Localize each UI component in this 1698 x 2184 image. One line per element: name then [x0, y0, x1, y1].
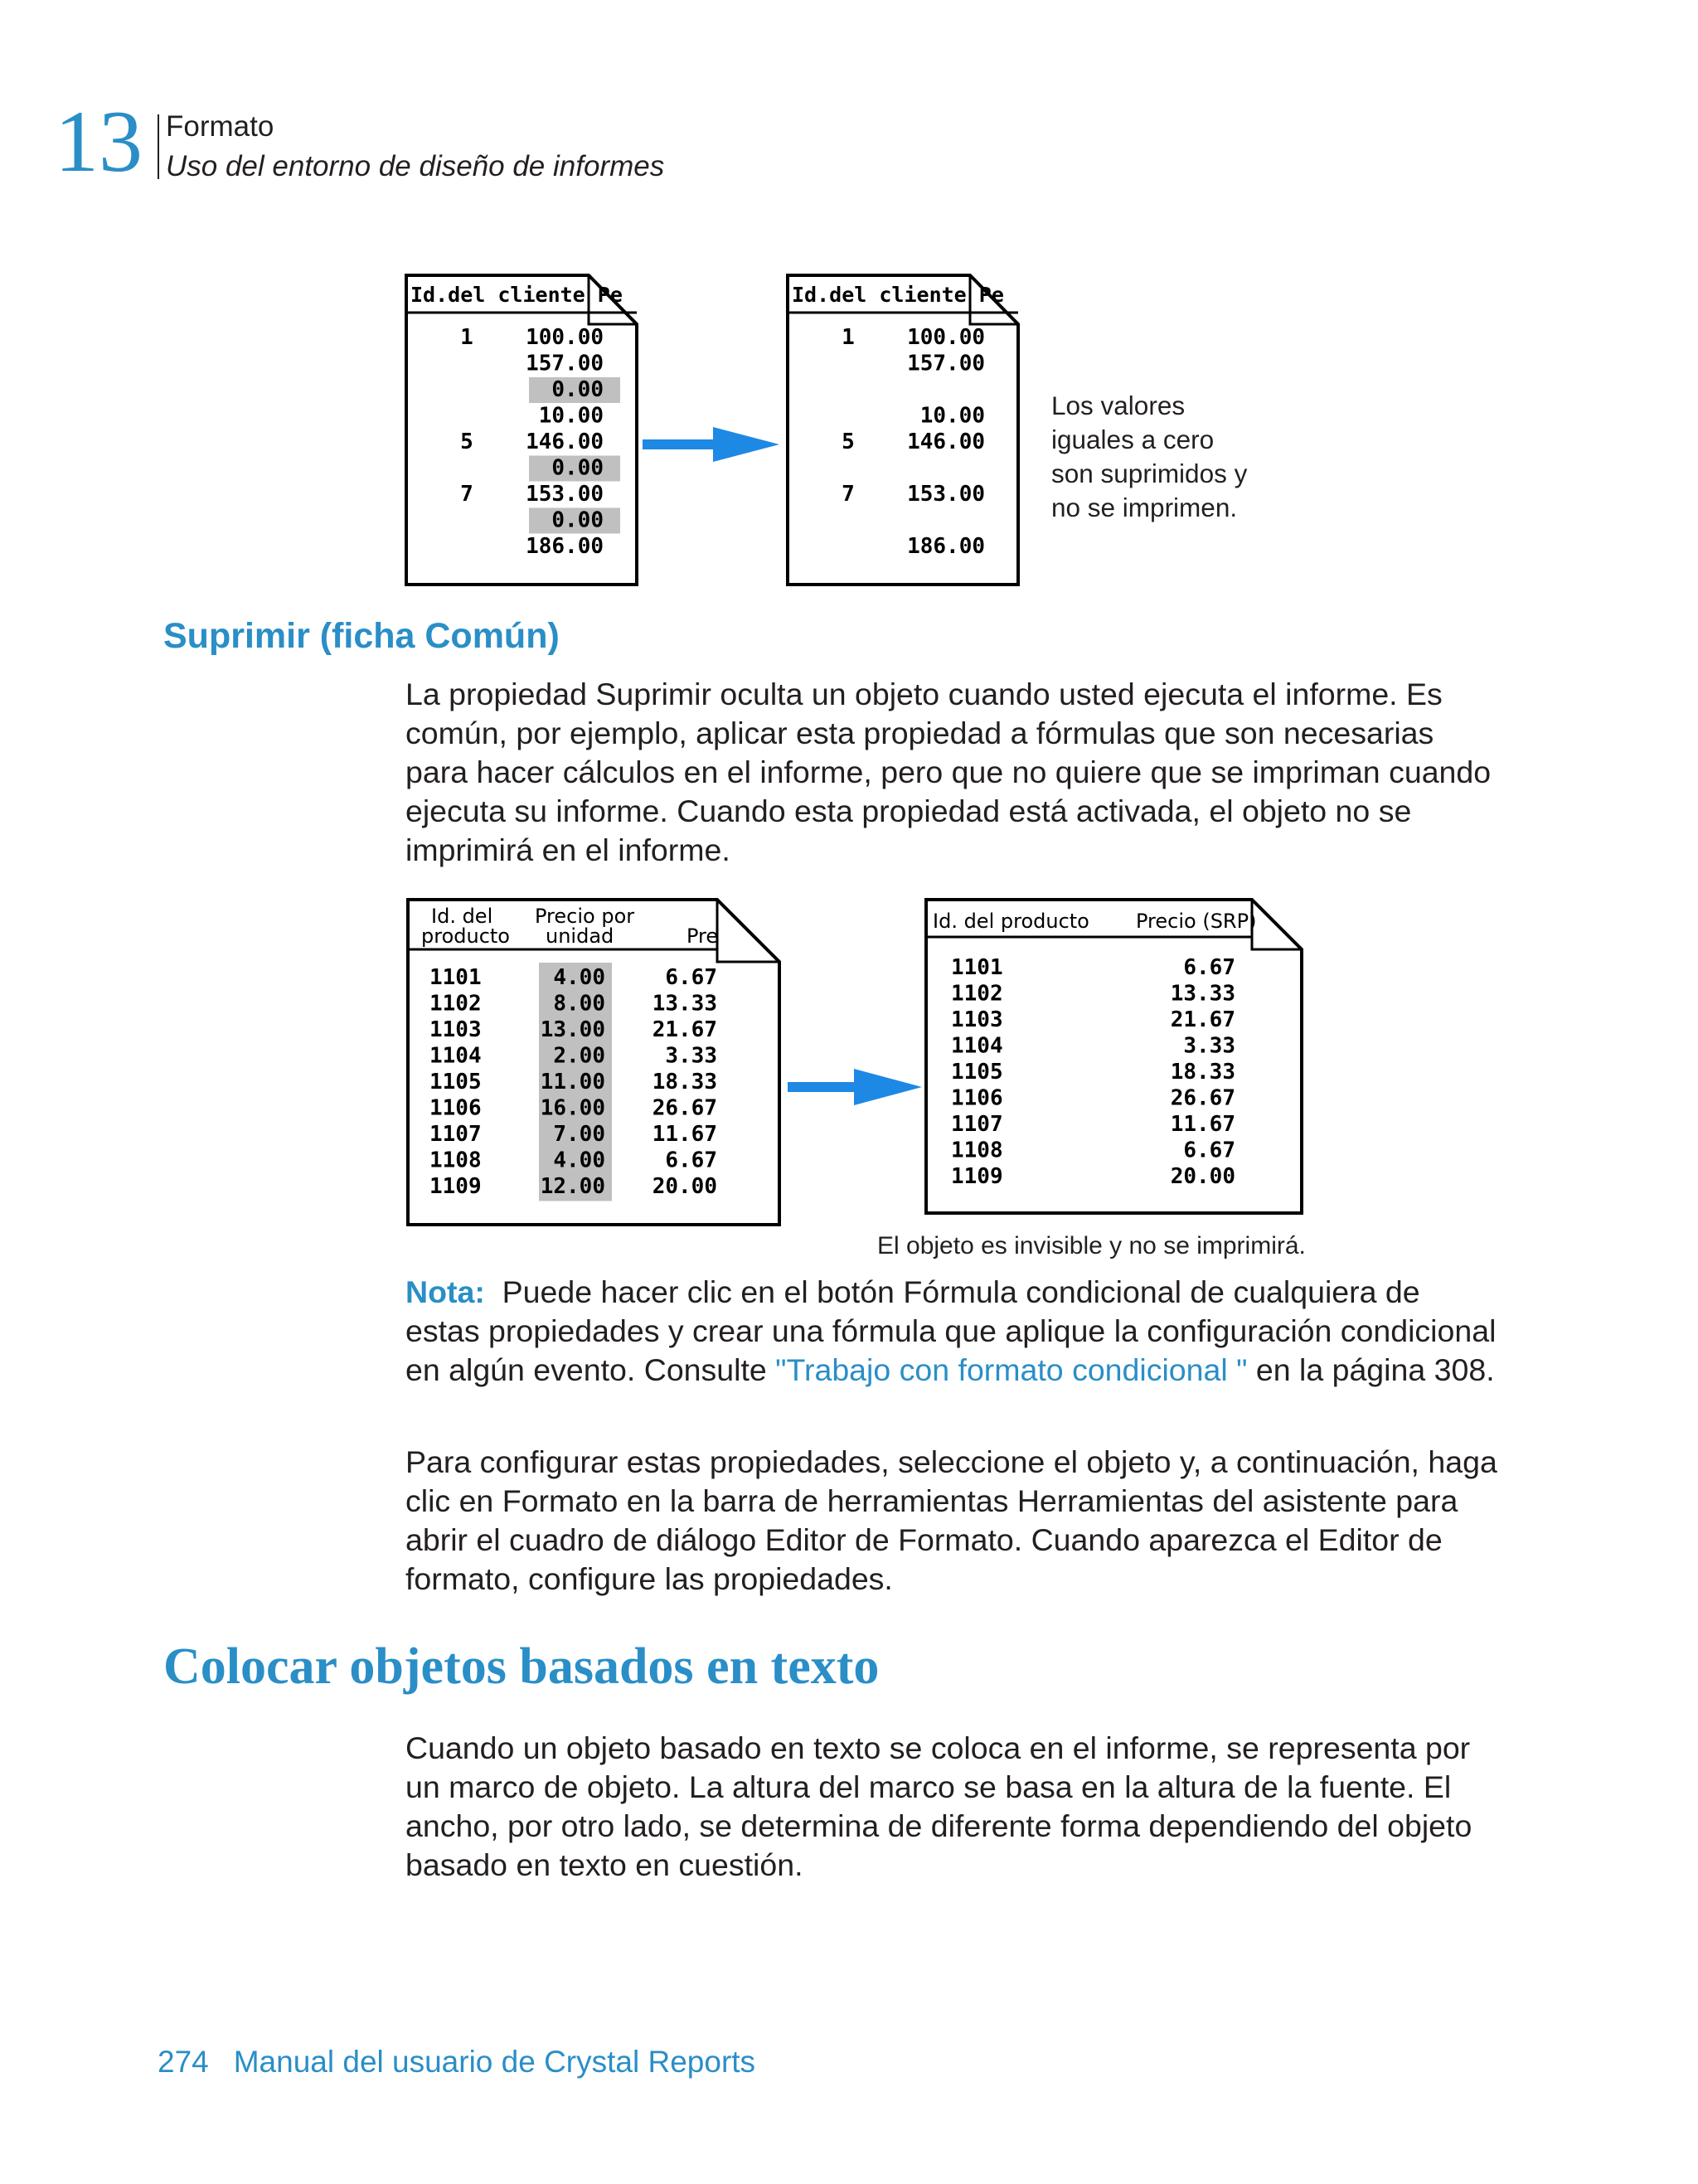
right-arrow-icon [788, 1069, 922, 1105]
price: 3.33 [1183, 1033, 1235, 1059]
note-label: Nota: [405, 1274, 485, 1309]
section-heading-suppress: Suprimir (ficha Común) [163, 616, 560, 656]
figure1-caption [1051, 389, 1247, 525]
chapter-divider [158, 114, 159, 179]
unit-price: 7.00 [553, 1122, 605, 1147]
right-report-header: Id.del cliente Pe [792, 283, 1004, 307]
customer-id: 1 [460, 325, 473, 350]
order-value: 100.00 [526, 325, 604, 350]
product-id: 1106 [429, 1095, 482, 1121]
suppress-paragraph [405, 675, 1500, 870]
product-id: 1105 [429, 1070, 482, 1094]
section-heading-place-text: Colocar objetos basados en texto [163, 1638, 880, 1695]
product-id: 1109 [429, 1174, 482, 1199]
chapter-title: Formato [166, 110, 274, 143]
right-report-page [788, 275, 1018, 585]
product-id: 1108 [429, 1148, 482, 1173]
note-block [405, 1273, 1500, 1390]
unit-price: 12.00 [540, 1174, 605, 1199]
unit-price: 4.00 [553, 965, 605, 990]
price: 11.67 [1170, 1112, 1235, 1137]
product-id: 1104 [429, 1043, 482, 1069]
unit-price: 2.00 [553, 1043, 605, 1069]
price: 26.67 [652, 1095, 717, 1121]
order-value: 186.00 [907, 534, 985, 559]
col-header: Id. del [431, 905, 493, 928]
order-value: 10.00 [919, 403, 985, 429]
order-value: 0.00 [551, 377, 604, 402]
price: 26.67 [1170, 1085, 1235, 1111]
price: 21.67 [652, 1017, 717, 1042]
unit-price: 11.00 [540, 1070, 605, 1094]
right-arrow-icon [643, 427, 779, 462]
order-value: 153.00 [907, 482, 985, 507]
price: 6.67 [1183, 1138, 1235, 1163]
price: 13.33 [1170, 981, 1235, 1007]
caption-line: Los valores [1051, 391, 1186, 420]
customer-id: 7 [842, 482, 855, 507]
product-id: 1108 [951, 1138, 1003, 1163]
note-text-end: en la página 308. [1247, 1352, 1495, 1387]
order-value: 100.00 [907, 325, 985, 350]
product-id: 1104 [951, 1033, 1003, 1059]
customer-id: 5 [842, 430, 855, 454]
unit-price: 4.00 [553, 1148, 605, 1173]
price: 6.67 [665, 1148, 717, 1173]
product-id: 1105 [951, 1060, 1003, 1085]
order-value: 146.00 [526, 430, 604, 454]
price: 6.67 [1183, 955, 1235, 980]
unit-price: 13.00 [540, 1017, 605, 1042]
price: 18.33 [652, 1070, 717, 1094]
col-header: Id. del producto [933, 910, 1089, 933]
price: 11.67 [652, 1122, 717, 1147]
order-value: 186.00 [526, 534, 604, 559]
order-value: 146.00 [907, 430, 985, 454]
left-report-header: Id.del cliente Pe [410, 283, 623, 307]
page-footer [158, 2045, 755, 2080]
price: 13.33 [652, 991, 717, 1017]
product-id: 1107 [429, 1122, 482, 1147]
config-paragraph [405, 1443, 1500, 1599]
left-report-page [406, 275, 637, 585]
order-value: 157.00 [526, 351, 604, 376]
conditional-format-link[interactable]: "Trabajo con formato condicional " [775, 1352, 1248, 1387]
col-header: unidad [546, 925, 614, 948]
price: 18.33 [1170, 1060, 1235, 1085]
customer-id: 5 [460, 430, 473, 454]
suppress-paragraph-text: La propiedad Suprimir oculta un objeto cuando usted ejecuta el informe. Es común, por ejemplo, aplicar esta propiedad a fórmulas que son necesarias para hacer cálculos en el informe, pero que no quiere que se impriman cuando ejecuta su informe. Cuando esta propiedad está activada, el objeto no se imprimirá en el informe. [405, 677, 1492, 867]
caption-line: no se imprimen. [1051, 493, 1238, 522]
col-header: Precio por [535, 905, 635, 928]
product-id: 1107 [951, 1112, 1003, 1137]
price: 3.33 [665, 1043, 717, 1069]
caption-line: iguales a cero [1051, 425, 1215, 454]
order-value: 10.00 [538, 403, 604, 429]
product-id: 1102 [429, 991, 482, 1017]
order-value: 0.00 [551, 507, 604, 533]
product-id: 1103 [951, 1007, 1003, 1032]
col-header: Pre [686, 925, 719, 948]
footer-title: Manual del usuario de Crystal Reports [233, 2045, 756, 2079]
col-header: Precio (SRP) [1136, 910, 1257, 933]
right-product-page [926, 900, 1302, 1213]
chapter-subtitle: Uso del entorno de diseño de informes [166, 150, 665, 182]
note-text: Puede hacer clic en el botón Fórmula condicional de cualquiera de estas propiedades y crear una fórmula que aplique la configuración condicional en algún evento. Consulte [405, 1274, 1497, 1387]
chapter-number: 13 [55, 93, 143, 190]
col-header: producto [421, 925, 510, 948]
product-id: 1106 [951, 1085, 1003, 1111]
place-paragraph [405, 1729, 1500, 1885]
left-product-page [408, 900, 779, 1225]
order-value: 0.00 [551, 455, 604, 481]
product-id: 1102 [951, 981, 1003, 1007]
product-id: 1109 [951, 1164, 1003, 1189]
price: 20.00 [1170, 1164, 1235, 1189]
unit-price: 16.00 [540, 1095, 605, 1121]
product-id: 1101 [951, 955, 1003, 980]
price: 6.67 [665, 965, 717, 990]
product-id: 1101 [429, 965, 482, 990]
customer-id: 7 [460, 482, 473, 507]
price: 20.00 [652, 1174, 717, 1199]
place-paragraph-text: Cuando un objeto basado en texto se coloca en el informe, se representa por un marco de objeto. La altura del marco se basa en la altura de la fuente. El ancho, por otro lado, se determina de diferente forma dependiendo del objeto basado en texto en cuestión. [405, 1730, 1472, 1882]
unit-price: 8.00 [553, 991, 605, 1017]
figure2-caption: El objeto es invisible y no se imprimirá. [877, 1232, 1306, 1259]
customer-id: 1 [842, 325, 855, 350]
page-number: 274 [158, 2045, 209, 2079]
price: 21.67 [1170, 1007, 1235, 1032]
product-id: 1103 [429, 1017, 482, 1042]
invisible-object-figure [398, 891, 1335, 1240]
caption-line: son suprimidos y [1051, 459, 1248, 488]
order-value: 153.00 [526, 482, 604, 507]
order-value: 157.00 [907, 351, 985, 376]
config-paragraph-text: Para configurar estas propiedades, seleccione el objeto y, a continuación, haga clic en Formato en la barra de herramientas Herramientas del asistente para abrir el cuadro de diálogo Editor de Formato. Cuando aparezca el Editor de formato, configure las propiedades. [405, 1444, 1497, 1596]
